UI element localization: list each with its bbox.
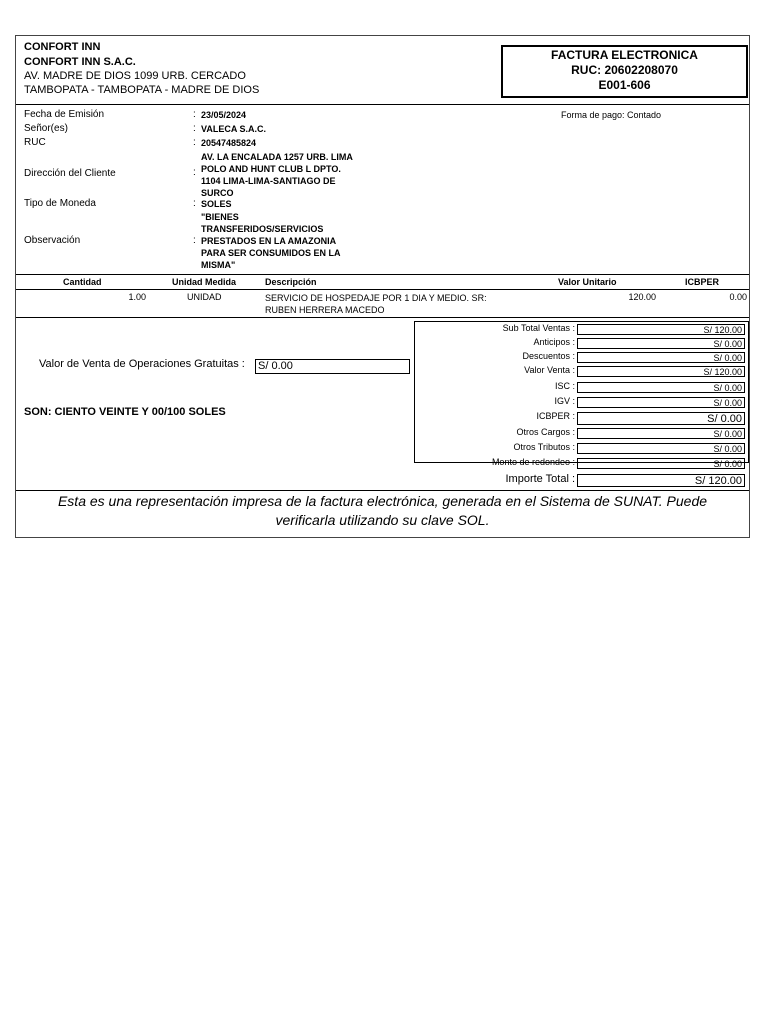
- document-number: E001-606: [598, 78, 651, 92]
- disclaimer-line1: Esta es una representación impresa de la factura electrónica, generada en el Sistema de SUNAT. Puede: [57, 493, 708, 509]
- colon: :: [193, 137, 196, 148]
- total-value: S/ 0.00: [577, 397, 745, 408]
- direccion-line: 1104 LIMA-LIMA-SANTIAGO DE: [201, 176, 336, 186]
- issuer-legal-name: CONFORT INN S.A.C.: [24, 56, 136, 68]
- gratuitas-value: S/ 0.00: [255, 359, 410, 374]
- footer-divider: [16, 490, 749, 491]
- colon: :: [193, 167, 196, 178]
- total-value: S/ 120.00: [577, 474, 745, 487]
- senor-value: VALECA S.A.C.: [201, 124, 267, 134]
- total-label: ICBPER :: [536, 411, 575, 421]
- moneda-value: SOLES: [201, 199, 232, 209]
- total-label: Valor Venta :: [524, 365, 575, 375]
- issuer-address-line2: TAMBOPATA - TAMBOPATA - MADRE DE DIOS: [24, 84, 260, 96]
- col-header-valor-unitario: Valor Unitario: [558, 277, 617, 287]
- observacion-label: Observación: [24, 235, 81, 246]
- direccion-line: SURCO: [201, 188, 234, 198]
- direccion-line: POLO AND HUNT CLUB L DPTO.: [201, 164, 341, 174]
- total-label: Descuentos :: [522, 351, 575, 361]
- total-label: Monto de redondeo :: [491, 457, 575, 467]
- amount-in-words: SON: CIENTO VEINTE Y 00/100 SOLES: [24, 406, 226, 418]
- ruc-label: RUC: [24, 137, 46, 148]
- disclaimer-line2: verificarla utilizando su clave SOL.: [275, 512, 490, 528]
- total-value: S/ 120.00: [577, 324, 745, 335]
- total-value: S/ 0.00: [577, 338, 745, 349]
- table-top-border: [16, 274, 749, 275]
- fecha-label: Fecha de Emisión: [24, 109, 105, 120]
- senor-label: Señor(es): [24, 123, 68, 134]
- document-id-box: [501, 45, 748, 98]
- total-value: S/ 0.00: [577, 352, 745, 363]
- table-header-border: [16, 289, 749, 290]
- document-type: FACTURA ELECTRONICA: [551, 48, 698, 62]
- descripcion-line: RUBEN HERRERA MACEDO: [265, 305, 385, 315]
- descripcion-line: SERVICIO DE HOSPEDAJE POR 1 DIA Y MEDIO. SR:: [265, 293, 487, 303]
- total-value: S/ 0.00: [577, 458, 745, 469]
- observacion-line: TRANSFERIDOS/SERVICIOS: [201, 224, 324, 234]
- forma-pago: Forma de pago: Contado: [561, 110, 662, 120]
- colon: :: [193, 123, 196, 134]
- total-label: Sub Total Ventas :: [502, 323, 575, 333]
- table-bottom-border: [16, 317, 749, 318]
- cell-cantidad: 1.00: [128, 292, 146, 302]
- direccion-value: [201, 151, 353, 199]
- direccion-label: Dirección del Cliente: [24, 168, 116, 179]
- total-label: Otros Tributos :: [513, 442, 575, 452]
- moneda-label: Tipo de Moneda: [24, 198, 96, 209]
- document-ruc: RUC: 20602208070: [571, 63, 678, 77]
- sunat-disclaimer: [16, 492, 749, 530]
- total-value: S/ 120.00: [577, 366, 745, 377]
- total-label: ISC :: [554, 381, 575, 391]
- issuer-trade-name: CONFORT INN: [24, 41, 101, 53]
- col-header-descripcion: Descripción: [265, 277, 317, 287]
- divider: [16, 104, 749, 105]
- cell-descripcion: [265, 292, 487, 316]
- observacion-line: "BIENES: [201, 212, 239, 222]
- total-value: S/ 0.00: [577, 428, 745, 439]
- observacion-line: MISMA": [201, 260, 236, 270]
- cell-icbper: 0.00: [729, 292, 747, 302]
- total-label: Importe Total :: [505, 473, 575, 485]
- colon: :: [193, 198, 196, 209]
- col-header-cantidad: Cantidad: [63, 277, 102, 287]
- fecha-value: 23/05/2024: [201, 110, 247, 120]
- observacion-line: PRESTADOS EN LA AMAZONIA: [201, 236, 337, 246]
- total-label: Anticipos :: [533, 337, 575, 347]
- issuer-address-line1: AV. MADRE DE DIOS 1099 URB. CERCADO: [24, 70, 246, 82]
- cell-valor-unitario: 120.00: [628, 292, 656, 302]
- total-value: S/ 0.00: [577, 412, 745, 425]
- total-value: S/ 0.00: [577, 443, 745, 454]
- colon: :: [193, 109, 196, 120]
- observacion-value: [201, 211, 341, 271]
- ruc-value: 20547485824: [201, 138, 257, 148]
- observacion-line: PARA SER CONSUMIDOS EN LA: [201, 248, 341, 258]
- cell-unidad: UNIDAD: [187, 292, 222, 302]
- colon: :: [193, 235, 196, 246]
- total-value: S/ 0.00: [577, 382, 745, 393]
- col-header-unidad: Unidad Medida: [172, 277, 237, 287]
- gratuitas-label: Valor de Venta de Operaciones Gratuitas :: [39, 358, 245, 370]
- col-header-icbper: ICBPER: [685, 277, 720, 287]
- total-label: IGV :: [554, 396, 575, 406]
- total-label: Otros Cargos :: [516, 427, 575, 437]
- invoice-frame: [15, 35, 750, 538]
- direccion-line: AV. LA ENCALADA 1257 URB. LIMA: [201, 152, 353, 162]
